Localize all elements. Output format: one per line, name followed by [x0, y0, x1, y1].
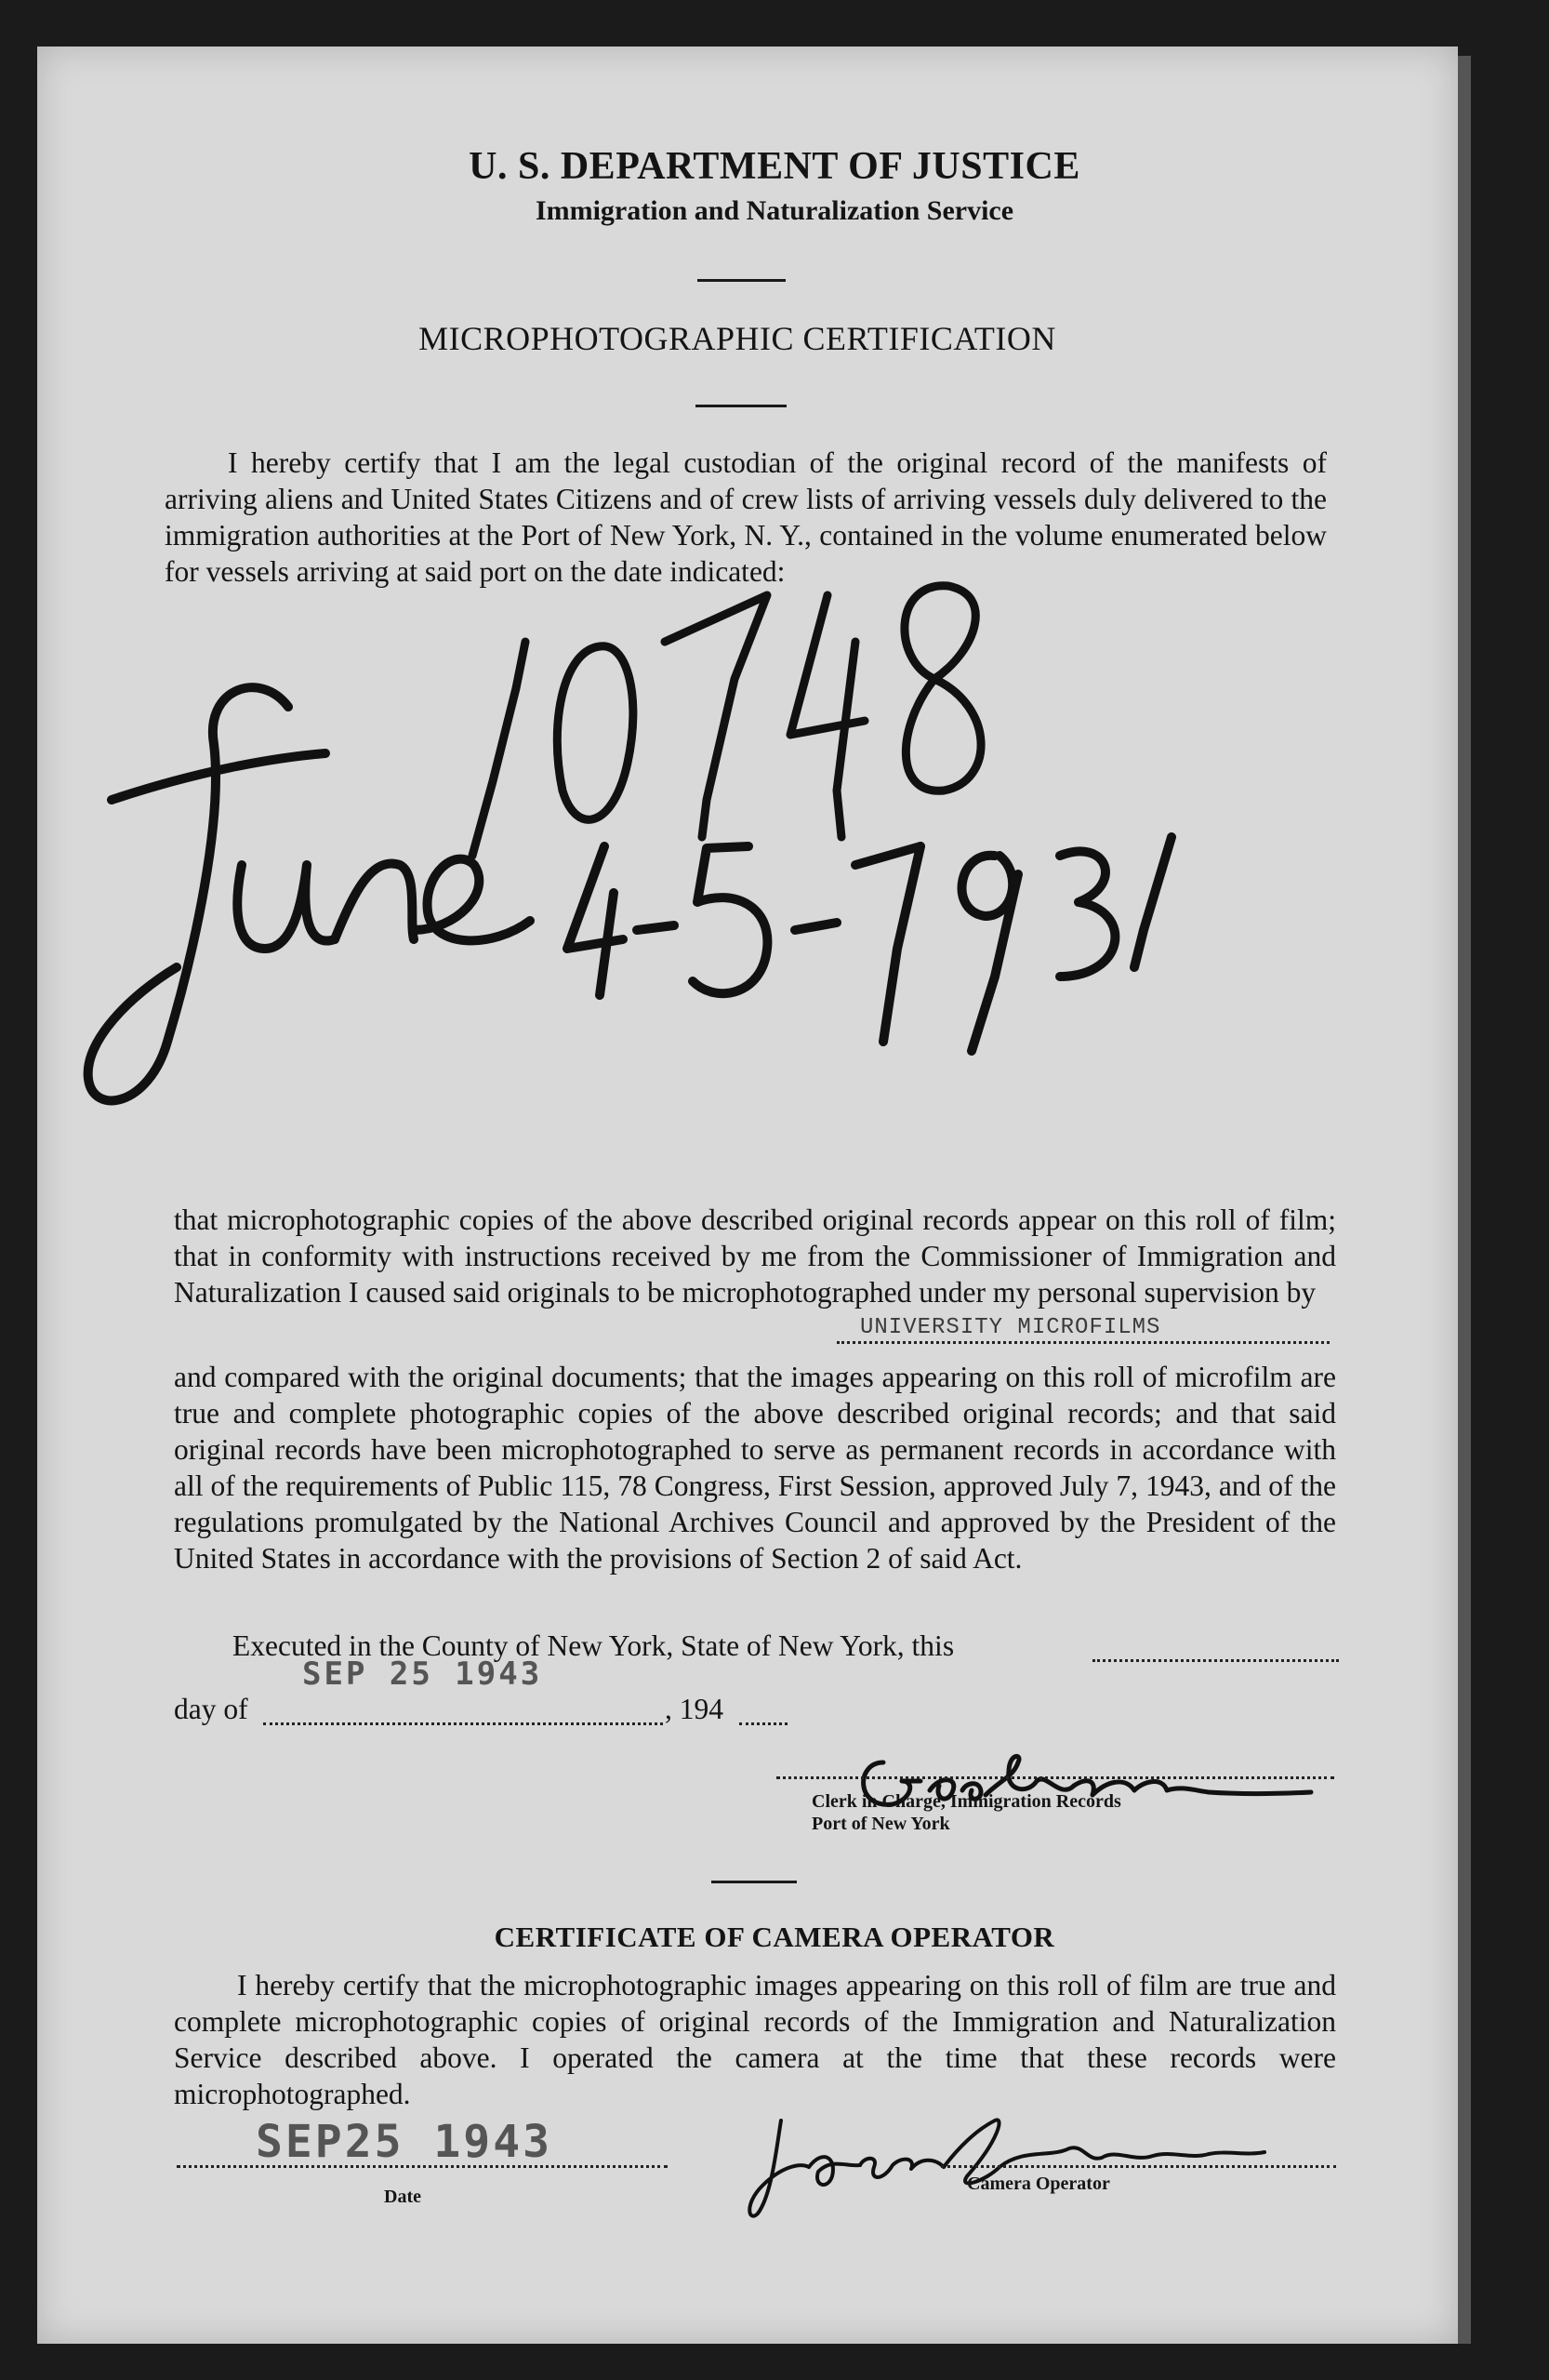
- executed-line: Executed in the County of New York, State of New York, this: [232, 1629, 955, 1662]
- date-label: Date: [384, 2187, 421, 2207]
- divider: [711, 1881, 797, 1883]
- photographed-by-value: UNIVERSITY MICROFILMS: [860, 1315, 1161, 1340]
- stamped-date-camera: SEP25 1943: [256, 2116, 552, 2168]
- certification-body-part1: that microphotographic copies of the above described original records appear on this roll of film; that in conformity with instructions received by me from the Commissioner of Immigration and Naturalization I caused said originals to be microphotographed under my personal supervision by: [174, 1203, 1336, 1309]
- service-subheading: Immigration and Naturalization Service: [535, 195, 1014, 226]
- day-of-label: day of: [174, 1693, 248, 1725]
- year-label: , 194: [665, 1693, 723, 1725]
- divider: [697, 279, 786, 282]
- year-fill-line: [739, 1696, 788, 1730]
- operator-signature-line: [941, 2156, 1336, 2173]
- executed-day-fill-line: [1092, 1633, 1339, 1667]
- intro-paragraph: I hereby certify that I am the legal custodian of the original record of the manifests of arriving aliens and United States Citizens and of crew lists of arriving vessels duly delivered to the immigration authorities at the Port of New York, N. Y., contained in the volume enumerated below for vessels arriving at said port on the date indicated:: [165, 446, 1327, 588]
- camera-certificate-title: CERTIFICATE OF CAMERA OPERATOR: [494, 1921, 1055, 1953]
- certification-body-part2: and compared with the original documents; that the images appearing on this roll of microfilm are true and complete photographic copies of the above described original records; and that said original records have been microphotographed to serve as permanent records in accordance with all of the requirements of Public 115, 78 Congress, First Session, approved July 7, 1943, and of the regulations promulgated by the National Archives Council and approved by the President of the United States in accordance with the provisions of Section 2 of said Act.: [174, 1361, 1336, 1575]
- signer-title: Clerk in Charge, Immigration Records: [812, 1791, 1121, 1812]
- department-heading: U. S. DEPARTMENT OF JUSTICE: [469, 145, 1080, 188]
- date-fill-line: [177, 2156, 668, 2173]
- clerk-signature-line: [776, 1767, 1334, 1784]
- divider: [695, 405, 787, 407]
- page-edge-shadow: [1458, 56, 1471, 2344]
- month-fill-line: [263, 1696, 663, 1730]
- handwritten-volume-and-date: [56, 558, 1376, 1153]
- operator-label: Camera Operator: [967, 2174, 1110, 2194]
- stamped-date-executed: SEP 25 1943: [302, 1655, 543, 1693]
- camera-certificate-body: I hereby certify that the microphotographic images appearing on this roll of film are true and complete microphotographic copies of original records of the Immigration and Naturalization Service described above. I operated the camera at the time that these records were microphotographed.: [174, 1969, 1336, 2110]
- certification-title: MICROPHOTOGRAPHIC CERTIFICATION: [418, 320, 1056, 357]
- signer-location: Port of New York: [812, 1814, 950, 1834]
